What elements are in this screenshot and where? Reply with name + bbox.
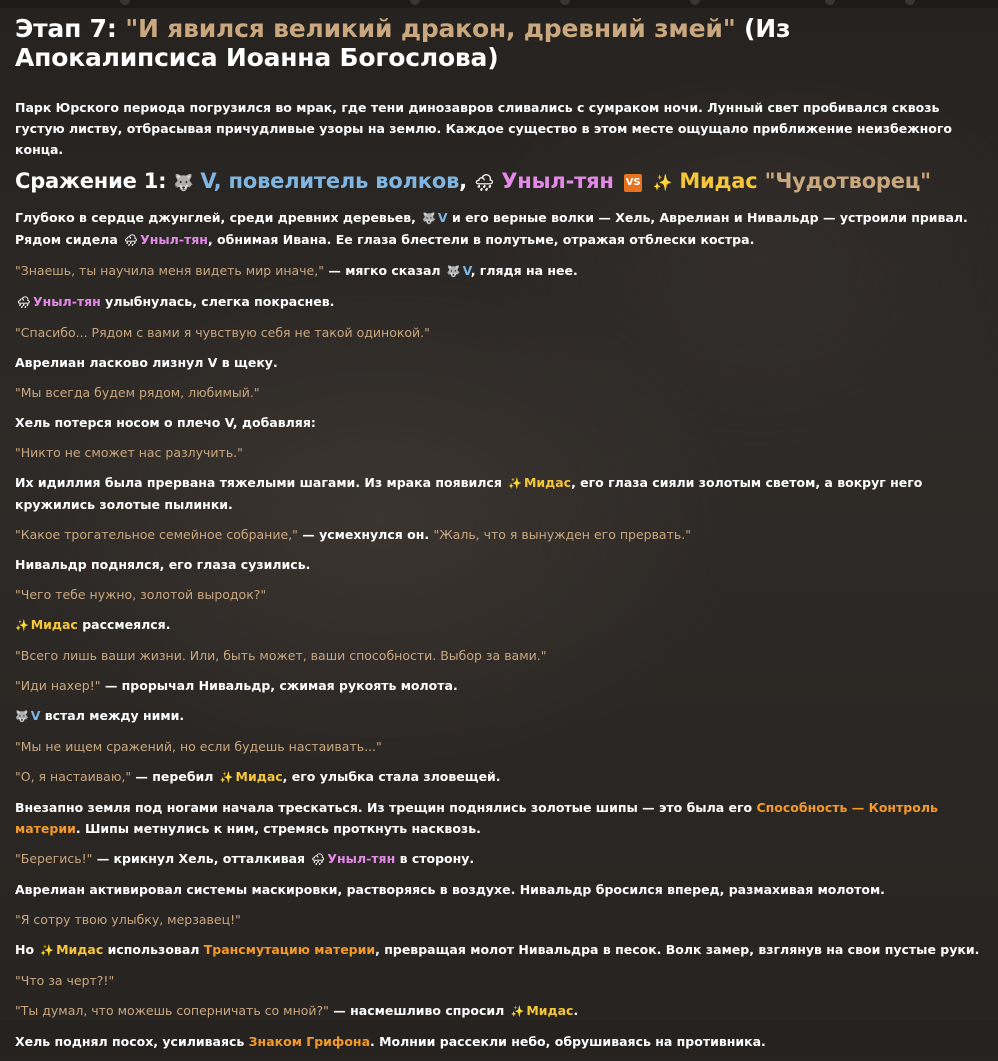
name-midas: Мидас bbox=[523, 475, 572, 490]
ability-matter-control: Способность — Контроль материи bbox=[15, 800, 938, 836]
dialogue-quote: "Ты думал, что можешь соперничать со мной?" bbox=[15, 1003, 329, 1018]
toolbar-tab-edge bbox=[120, 0, 130, 5]
story-text: улыбнулась, слегка покраснев. bbox=[100, 294, 335, 309]
dialogue-quote: "Знаешь, ты научила меня видеть мир иначе," bbox=[15, 263, 324, 278]
story-text: — прорычал Нивальдр, сжимая рукоять молота. bbox=[100, 678, 458, 693]
story-text: рассмеялся. bbox=[77, 617, 171, 632]
name-midas: Мидас bbox=[235, 769, 283, 784]
story-line bbox=[15, 382, 980, 403]
story-text: использовал bbox=[103, 942, 204, 957]
story-body bbox=[15, 207, 980, 1052]
story-line bbox=[15, 322, 980, 343]
sparkles-icon: ✨ bbox=[510, 1005, 525, 1018]
story-line: Хель потерся носом о плечо V, добавляя: bbox=[15, 415, 316, 430]
sparkles-icon: ✨ bbox=[15, 619, 29, 632]
story-text: , его глаза сияли золотым светом, а вокруг него кружились золотые пылинки. bbox=[15, 475, 923, 512]
story-line bbox=[15, 970, 980, 991]
dialogue-quote: "О, я настаиваю," bbox=[15, 769, 132, 784]
story-line bbox=[15, 614, 980, 636]
name-v: V bbox=[30, 708, 41, 723]
story-line bbox=[15, 207, 980, 251]
story-line bbox=[15, 939, 980, 961]
story-line bbox=[15, 909, 980, 930]
wolf-icon: 🐺 bbox=[422, 212, 436, 225]
sparkles-icon: ✨ bbox=[219, 771, 234, 784]
toolbar-tab-edge bbox=[410, 0, 420, 5]
vs-badge-icon: VS bbox=[624, 174, 643, 192]
name-unyl: Уныл-тян bbox=[32, 294, 101, 309]
dialogue-quote: "Берегись!" bbox=[15, 851, 93, 866]
story-text: Хель поднял посох, усиливаясь bbox=[15, 1034, 249, 1049]
sparkles-icon: ✨ bbox=[40, 944, 55, 957]
name-v: V bbox=[462, 263, 471, 278]
name-unyl: Уныл-тян bbox=[327, 851, 396, 866]
dialogue-quote: "Иди нахер!" bbox=[15, 678, 101, 693]
story-text: — крикнул Хель, отталкивая bbox=[92, 851, 310, 866]
cloud-rain-icon: 🌧 bbox=[17, 296, 31, 309]
story-text: , глядя на нее. bbox=[470, 263, 578, 278]
story-text: встал между ними. bbox=[40, 708, 185, 723]
fighter-v: V, повелитель волков bbox=[200, 169, 460, 193]
fighter-midas: Мидас bbox=[679, 169, 758, 193]
wolf-icon: 🐺 bbox=[446, 265, 461, 278]
story-text: Глубоко в сердце джунглей, среди древних деревьев, bbox=[15, 210, 421, 225]
story-line bbox=[15, 1031, 980, 1052]
wolf-icon: 🐺 bbox=[15, 710, 29, 723]
story-line: Нивальдр поднялся, его глаза сузились. bbox=[15, 557, 311, 572]
story-line bbox=[15, 736, 980, 757]
story-text: , его улыбка стала зловещей. bbox=[282, 769, 501, 784]
battle-label: Сражение 1: bbox=[15, 169, 174, 193]
dialogue-quote: "Всего лишь ваши жизни. Или, быть может, ваши способности. Выбор за вами." bbox=[15, 648, 547, 663]
story-line bbox=[15, 848, 980, 870]
name-midas: Мидас bbox=[56, 942, 104, 957]
story-text: и его верные волки — Хель, Аврелиан и Нивальдр — устроили привал. Рядом сидела bbox=[15, 210, 968, 247]
cloud-rain-icon: 🌧 bbox=[311, 853, 326, 866]
story-text: , превращая молот Нивальдра в песок. Волк замер, взглянув на свои пустые руки. bbox=[375, 942, 980, 957]
story-text: Но bbox=[15, 942, 39, 957]
sparkles-icon: ✨ bbox=[652, 173, 673, 192]
story-text: . bbox=[573, 1003, 579, 1018]
dialogue-quote: "Жаль, что я вынужден его прервать." bbox=[433, 527, 691, 542]
story-line bbox=[15, 645, 980, 666]
story-text: . Шипы метнулись к ним, стремясь проткнуть насквозь. bbox=[75, 821, 481, 836]
stage-title-quote: "И явился великий дракон, древний змей" bbox=[125, 14, 736, 43]
stage-title bbox=[15, 14, 980, 72]
dialogue-quote: "Чего тебе нужно, золотой выродок?" bbox=[15, 587, 267, 602]
fighter-unyl: Уныл-тян bbox=[501, 169, 614, 193]
dialogue-quote: "Я сотру твою улыбку, мерзавец!" bbox=[15, 912, 241, 927]
story-text: Внезапно земля под ногами начала трескаться. Из трещин поднялись золотые шипы — это была его bbox=[15, 800, 757, 815]
story-text: — усмехнулся он. bbox=[297, 527, 434, 542]
story-text: , обнимая Ивана. Ее глаза блестели в полутьме, отражая отблески костра. bbox=[207, 232, 755, 247]
story-line bbox=[15, 524, 980, 545]
story-line bbox=[15, 442, 980, 463]
dialogue-quote: "Спасибо... Рядом с вами я чувствую себя не такой одинокой." bbox=[15, 325, 430, 340]
name-unyl: Уныл-тян bbox=[140, 232, 208, 247]
fighter-midas-title: "Чудотворец" bbox=[764, 169, 931, 193]
story-line: Аврелиан активировал системы маскировки, растворяясь в воздухе. Нивальдр бросился вперед, размахивая молотом. bbox=[15, 882, 885, 897]
story-line bbox=[15, 705, 980, 727]
story-text: в сторону. bbox=[395, 851, 475, 866]
wolf-icon: 🐺 bbox=[173, 173, 194, 192]
story-text: — насмешливо спросил bbox=[328, 1003, 509, 1018]
story-text: — перебил bbox=[131, 769, 218, 784]
story-text: — мягко сказал bbox=[323, 263, 445, 278]
story-line: Аврелиан ласково лизнул V в щеку. bbox=[15, 355, 278, 370]
toolbar-tab-edge bbox=[690, 0, 700, 5]
ability-transmutation: Трансмутацию материи bbox=[203, 942, 376, 957]
story-line bbox=[15, 1000, 980, 1022]
cloud-rain-icon: 🌧 bbox=[474, 173, 495, 192]
dialogue-quote: "Какое трогательное семейное собрание," bbox=[15, 527, 298, 542]
dialogue-quote: "Мы всегда будем рядом, любимый." bbox=[15, 385, 260, 400]
toolbar-tab-edge bbox=[905, 0, 915, 5]
toolbar-tab-edge bbox=[560, 0, 570, 5]
name-v: V bbox=[437, 210, 448, 225]
story-line bbox=[15, 584, 980, 605]
dialogue-quote: "Никто не сможет нас разлучить." bbox=[15, 445, 243, 460]
story-line bbox=[15, 766, 980, 788]
story-content bbox=[15, 14, 980, 1061]
top-toolbar-strip bbox=[0, 0, 998, 8]
story-text: Их идиллия была прервана тяжелыми шагами. Из мрака появился bbox=[15, 475, 507, 490]
intro-paragraph: Парк Юрского периода погрузился во мрак, где тени динозавров сливались с сумраком ночи. Лунный свет пробивался сквозь густую листву, отбрасывая причудливые узоры на землю. Каждое существо в этом месте ощущало приближение неизбежного конца. bbox=[15, 100, 952, 157]
cloud-rain-icon: 🌧 bbox=[124, 234, 139, 247]
story-line bbox=[15, 260, 980, 282]
dialogue-quote: "Мы не ищем сражений, но если будешь настаивать..." bbox=[15, 739, 382, 754]
ability-griffin-sign: Знаком Грифона bbox=[248, 1034, 370, 1049]
stage-title-prefix: Этап 7: bbox=[15, 14, 126, 43]
story-line bbox=[15, 675, 980, 696]
stage-title-suffix: (Из Апокалипсиса Иоанна Богослова) bbox=[15, 14, 791, 72]
story-line bbox=[15, 797, 980, 839]
story-line bbox=[15, 291, 980, 313]
name-midas: Мидас bbox=[526, 1003, 574, 1018]
sparkles-icon: ✨ bbox=[508, 477, 522, 490]
name-midas: Мидас bbox=[30, 617, 78, 632]
dialogue-quote: "Что за черт?!" bbox=[15, 973, 115, 988]
story-line bbox=[15, 472, 980, 515]
story-text: . Молнии рассекли небо, обрушиваясь на противника. bbox=[370, 1034, 766, 1049]
battle-heading: Сражение 1: 🐺 V, повелитель волков, 🌧 Уныл-тян VS ✨ Мидас "Чудотворец" bbox=[15, 169, 931, 193]
toolbar-tab-edge bbox=[825, 0, 835, 5]
